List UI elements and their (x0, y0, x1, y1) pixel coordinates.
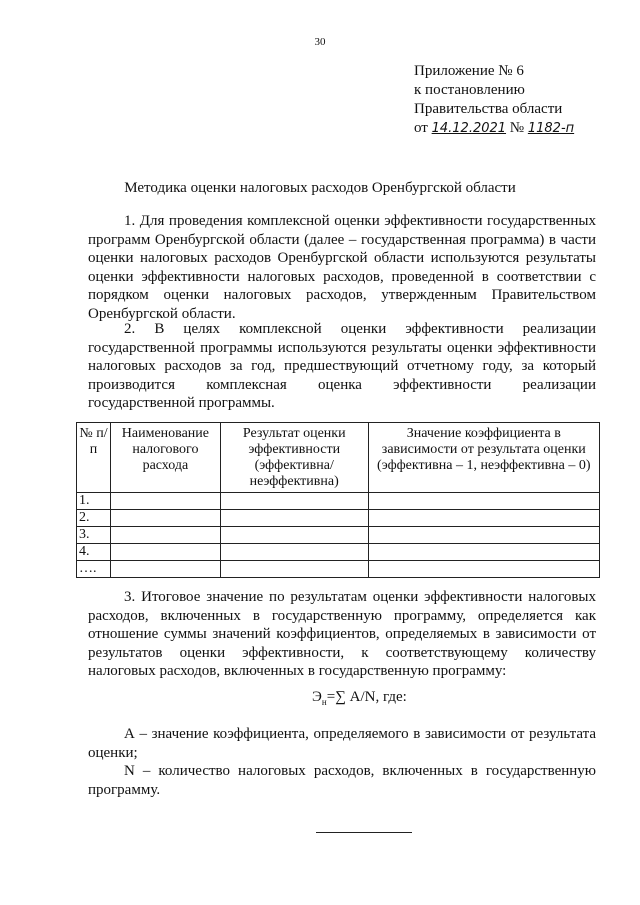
page-number: 30 (314, 36, 326, 48)
table-row (77, 493, 600, 510)
document-title: Методика оценки налоговых расходов Оренбургской области (124, 180, 516, 196)
paragraph-1: 1. Для проведения комплексной оценки эффективности государственных программ Оренбургской области (далее – государственная программа) в части оценки налоговых расходов Оренбургской области используются результаты оценки эффективности налоговых расходов, проведенной в соответствии с порядком оценки налоговых расходов, утвержденным Правительством Оренбургской области. (88, 213, 596, 322)
table-cell (110, 527, 220, 544)
table-cell (220, 510, 368, 527)
formula (312, 689, 407, 707)
from-label: от (414, 120, 428, 136)
definition-n: N – количество налоговых расходов, включенных в государственную программу. (88, 763, 596, 798)
table-cell (368, 510, 599, 527)
resolution-date: 14.12.2021 (431, 121, 507, 136)
table-cell: 2. (77, 510, 111, 527)
appendix-line-1: Приложение № 6 (414, 63, 524, 79)
appendix-block (414, 62, 574, 138)
table-cell (368, 544, 599, 561)
appendix-line-3: Правительства области (414, 101, 563, 117)
table-row (77, 561, 600, 578)
table-cell: 4. (77, 544, 111, 561)
table-header-row (77, 423, 600, 493)
table-cell: 1. (77, 493, 111, 510)
table-row (77, 527, 600, 544)
table-cell (220, 561, 368, 578)
table-cell: …. (77, 561, 111, 578)
appendix-line-4 (414, 119, 574, 138)
formula-rhs: =∑ А/N, где: (326, 689, 407, 705)
table-cell (110, 544, 220, 561)
number-label: № (509, 120, 525, 136)
table-cell (110, 493, 220, 510)
definition-a: А – значение коэффициента, определяемого в зависимости от результата оценки; (88, 726, 596, 761)
table-cell (368, 561, 599, 578)
table-cell (110, 510, 220, 527)
table-cell (368, 493, 599, 510)
table-cell (368, 527, 599, 544)
header-evaluation-result: Результат оценки эффективности (эффективна/ неэффективна) (220, 423, 368, 493)
table-cell (220, 527, 368, 544)
formula-lhs: Э (312, 689, 322, 705)
table-row (77, 544, 600, 561)
resolution-number: 1182-п (527, 121, 575, 136)
header-number: № п/п (77, 423, 111, 493)
closing-rule (316, 832, 412, 833)
header-coefficient-value: Значение коэффициента в зависимости от результата оценки (эффективна – 1, неэффективна – 0) (368, 423, 599, 493)
table-cell: 3. (77, 527, 111, 544)
formula-subscript: н (321, 697, 327, 707)
paragraph-3: 3. Итоговое значение по результатам оценки эффективности налоговых расходов, включенных в государственную программу, определяется как отношение суммы значений коэффициентов, определяемых в зависимости от результатов оценки эффективности, к соответствующему количеству налоговых расходов, включенных в государственную программу: (88, 589, 596, 680)
header-tax-expense-name: Наименование налогового расхода (110, 423, 220, 493)
table-row (77, 510, 600, 527)
appendix-line-2: к постановлению (414, 82, 525, 98)
table-cell (110, 561, 220, 578)
table-cell (220, 493, 368, 510)
efficiency-table (76, 422, 600, 578)
table-cell (220, 544, 368, 561)
paragraph-2: 2. В целях комплексной оценки эффективности реализации государственной программы используются результаты оценки эффективности налоговых расходов за год, предшествующий отчетному году, за который производится комплексная оценка эффективности реализации государственной программы. (88, 321, 596, 412)
